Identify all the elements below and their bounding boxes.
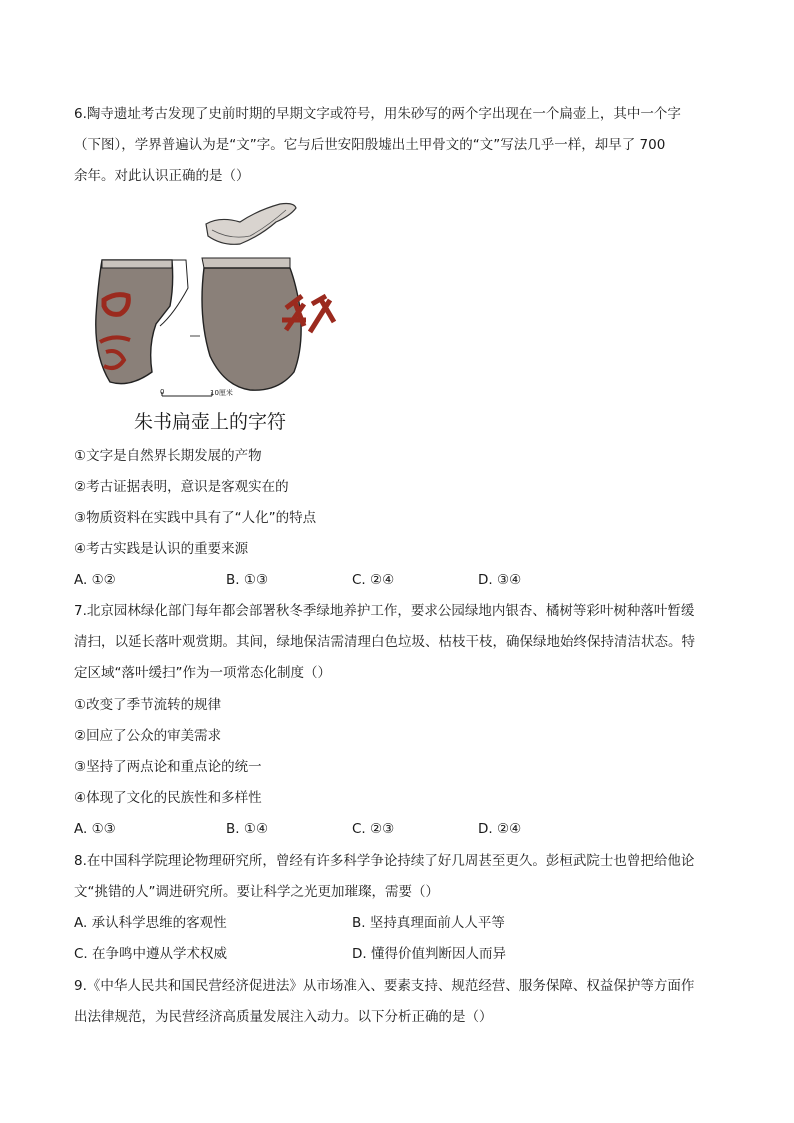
q7-stem-line-1: 7.北京园林绿化部门每年都会部署秋冬季绿地养护工作，要求公园绿地内银杏、橘树等彩叶树种落叶暂缓	[74, 603, 695, 619]
q7-stem-line-2: 清扫，以延长落叶观赏期。其间，绿地保洁需清理白色垃圾、枯枝干枝，确保绿地始终保持清洁状态。特	[74, 634, 695, 650]
scale-zero-label: 0	[160, 388, 165, 396]
q7-stem-line-3: 定区域“落叶缓扫”作为一项常态化制度（）	[74, 665, 331, 681]
q7-statement-1: ①改变了季节流转的规律	[74, 697, 222, 713]
q8-option-a[interactable]: A. 承认科学思维的客观性	[74, 915, 227, 931]
q7-statement-2: ②回应了公众的审美需求	[74, 728, 222, 744]
q8-option-b[interactable]: B. 坚持真理面前人人平等	[352, 915, 505, 931]
q7-options	[74, 819, 724, 839]
q6-options	[74, 570, 724, 590]
q7-option-a[interactable]: A. ①③	[74, 821, 116, 837]
flat-pot-drawing	[90, 196, 350, 406]
q7-statement-3: ③坚持了两点论和重点论的统一	[74, 759, 262, 775]
q6-option-a[interactable]: A. ①②	[74, 572, 116, 588]
q7-option-b[interactable]: B. ①④	[226, 821, 269, 837]
scale-length-label: 10厘米	[210, 389, 233, 397]
flat-pot-figure	[90, 196, 350, 436]
q9-stem-line-2: 出法律规范，为民营经济高质量发展注入动力。以下分析正确的是（）	[74, 1009, 493, 1025]
q6-stem-line-2: （下图），学界普遍认为是“文”字。它与后世安阳殷墟出土甲骨文的“文”写法几乎一样，却早了 700	[74, 137, 666, 153]
q8-option-d[interactable]: D. 懂得价值判断因人而异	[352, 946, 506, 962]
q9-stem-line-1: 9.《中华人民共和国民营经济促进法》从市场准入、要素支持、规范经营、服务保障、权益保护等方面作	[74, 978, 695, 994]
q6-option-c[interactable]: C. ②④	[352, 572, 395, 588]
q6-stem-line-1: 6.陶寺遗址考古发现了史前时期的早期文字或符号，用朱砂写的两个字出现在一个扁壶上，其中一个字	[74, 106, 681, 122]
q6-option-b[interactable]: B. ①③	[226, 572, 269, 588]
q7-option-c[interactable]: C. ②③	[352, 821, 395, 837]
q6-statement-4: ④考古实践是认识的重要来源	[74, 541, 249, 557]
figure-caption: 朱书扁壶上的字符	[134, 411, 287, 433]
q6-option-d[interactable]: D. ③④	[478, 572, 522, 588]
q8-options-row-1	[74, 913, 724, 933]
q6-statement-3: ③物质资料在实践中具有了“人化”的特点	[74, 510, 317, 526]
q7-option-d[interactable]: D. ②④	[478, 821, 522, 837]
q8-stem-line-1: 8.在中国科学院理论物理研究所，曾经有许多科学争论持续了好几周甚至更久。彭桓武院士也曾把给他论	[74, 853, 695, 869]
q6-stem-line-3: 余年。对此认识正确的是（）	[74, 168, 250, 184]
q8-stem-line-2: 文“挑错的人”调进研究所。要让科学之光更加璀璨，需要（）	[74, 884, 439, 900]
q8-options-row-2	[74, 944, 724, 964]
q6-statement-1: ①文字是自然界长期发展的产物	[74, 448, 262, 464]
q7-statement-4: ④体现了文化的民族性和多样性	[74, 790, 262, 806]
q6-statement-2: ②考古证据表明，意识是客观实在的	[74, 479, 289, 495]
q8-option-c[interactable]: C. 在争鸣中遵从学术权威	[74, 946, 228, 962]
